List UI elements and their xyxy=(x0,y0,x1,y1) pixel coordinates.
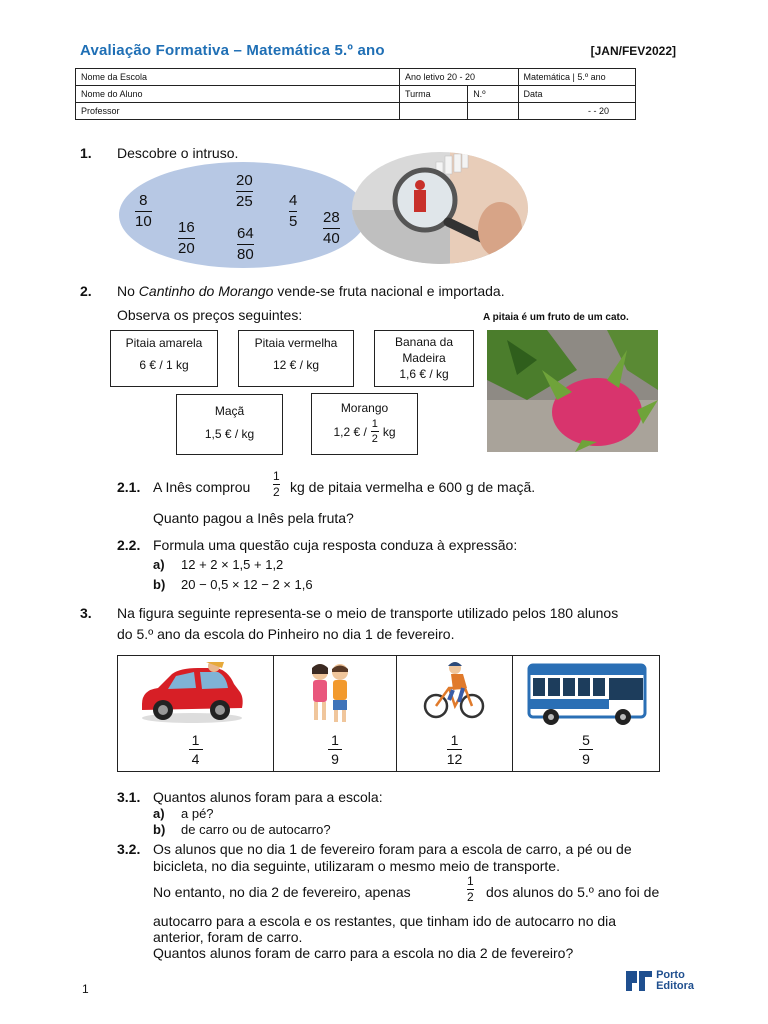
transport-cell-car xyxy=(118,656,274,772)
bus-fraction: $\frac{5}{9}$ xyxy=(579,732,593,767)
question-2-2-number: 2.2. xyxy=(117,537,141,553)
page-number: 1 xyxy=(82,982,89,996)
price-box-apple: Maçã 1,5 € / kg xyxy=(176,394,283,455)
question-3-2-line-6: Quantos alunos foram de carro para a escola no dia 2 de fevereiro? xyxy=(153,945,574,961)
question-3-line-1: Na figura seguinte representa-se o meio de transporte utilizado pelos 180 alunos xyxy=(117,605,619,621)
option-b-label: b) xyxy=(153,822,166,837)
fraction-half: 1 2 xyxy=(273,469,280,499)
bike-fraction: $\frac{1}{12}$ xyxy=(446,732,463,767)
date-tag: [JAN/FEV2022] xyxy=(590,44,676,58)
fraction-16-20: 16 20 xyxy=(178,219,195,257)
question-3-line-2: do 5.º ano da escola do Pinheiro no dia 1 de fevereiro. xyxy=(117,626,455,642)
page-title: Avaliação Formativa – Matemática 5.º ano xyxy=(80,42,385,59)
fraction-half: 1 2 xyxy=(371,418,378,445)
price-box-strawberry: Morango 1,2 € / 1 2 kg xyxy=(311,393,418,455)
walking-children-icon xyxy=(306,660,354,726)
fraction-8-10: 8 10 xyxy=(135,192,152,230)
empty-cell xyxy=(468,103,518,120)
question-3-2-line-5: anterior, foram de carro. xyxy=(153,929,303,945)
porto-editora-logo-icon xyxy=(626,971,652,991)
pitaya-caption: A pitaia é um fruto de um cato. xyxy=(483,312,629,323)
question-3-2-line-3b: dos alunos do 5.º ano foi de xyxy=(486,884,660,900)
transport-cell-walk xyxy=(274,656,397,772)
fraction-4-5: 4 5 xyxy=(289,192,298,230)
school-name-cell[interactable]: Nome da Escola xyxy=(76,69,400,86)
pitaya-photo xyxy=(487,330,658,452)
question-3-2-line-3a: No entanto, no dia 2 de fevereiro, apenas xyxy=(153,884,411,900)
question-3-2-line-1: Os alunos que no dia 1 de fevereiro foram para a escola de carro, a pé ou de xyxy=(153,841,632,857)
subject-cell: Matemática | 5.º ano xyxy=(518,69,636,86)
question-2-1-text-c: Quanto pagou a Inês pela fruta? xyxy=(153,510,354,526)
option-a-label: a) xyxy=(153,557,165,572)
bus-icon xyxy=(525,659,651,729)
student-name-cell[interactable]: Nome do Aluno xyxy=(76,86,400,103)
date-value-cell[interactable]: - - 20 xyxy=(518,103,636,120)
question-3-2-number: 3.2. xyxy=(117,841,141,857)
question-2-1-number: 2.1. xyxy=(117,479,141,495)
walk-fraction: $\frac{1}{9}$ xyxy=(328,732,342,767)
question-2-1-text-a: A Inês comprou xyxy=(153,479,251,495)
question-1-number: 1. xyxy=(80,145,92,161)
date-label-cell[interactable]: Data xyxy=(518,86,636,103)
question-2-2-text: Formula uma questão cuja resposta conduza à expressão: xyxy=(153,537,518,553)
bicycle-icon xyxy=(423,660,485,720)
empty-cell xyxy=(400,103,468,120)
price-box-red-pitaya: Pitaia vermelha 12 € / kg xyxy=(238,330,354,387)
question-2-number: 2. xyxy=(80,283,92,299)
class-cell[interactable]: Turma xyxy=(400,86,468,103)
question-1-text: Descobre o intruso. xyxy=(117,145,239,161)
car-fraction: $\frac{1}{4}$ xyxy=(189,732,203,767)
expression-b: 20 − 0,5 × 12 − 2 × 1,6 xyxy=(181,577,313,592)
option-b-text: de carro ou de autocarro? xyxy=(181,822,331,837)
question-3-2-line-2: bicicleta, no dia seguinte, utilizaram o mesmo meio de transporte. xyxy=(153,858,560,874)
expression-a: 12 + 2 × 1,5 + 1,2 xyxy=(181,557,284,572)
car-icon xyxy=(136,662,248,724)
question-2-text: No Cantinho do Morango vende-se fruta nacional e importada. xyxy=(117,283,505,299)
publisher-logo xyxy=(626,970,694,992)
fraction-half: 1 2 xyxy=(467,874,474,904)
student-number-cell[interactable]: N.º xyxy=(468,86,518,103)
option-b-label: b) xyxy=(153,577,166,592)
option-a-text: a pé? xyxy=(181,806,214,821)
fraction-20-25: 20 25 xyxy=(236,172,253,210)
question-3-1-number: 3.1. xyxy=(117,789,141,805)
question-3-number: 3. xyxy=(80,605,92,621)
price-box-yellow-pitaya: Pitaia amarela 6 € / 1 kg xyxy=(110,330,218,387)
school-year-cell[interactable]: Ano letivo 20 - 20 xyxy=(400,69,519,86)
option-a-label: a) xyxy=(153,806,165,821)
fraction-28-40: 28 40 xyxy=(323,209,340,247)
publisher-name: Porto Editora xyxy=(656,969,694,992)
question-2-text-2: Observa os preços seguintes: xyxy=(117,307,303,323)
question-3-2-line-4: autocarro para a escola e os restantes, que tinham ido de autocarro no dia xyxy=(153,913,617,929)
fraction-64-80: 64 80 xyxy=(237,225,254,263)
teacher-cell[interactable]: Professor xyxy=(76,103,400,120)
question-2-1-text-b: kg de pitaia vermelha e 600 g de maçã. xyxy=(290,479,536,495)
transport-cell-bus xyxy=(513,656,660,772)
magnifying-glass-image xyxy=(350,150,535,265)
student-info-table xyxy=(75,68,636,120)
question-3-1-text: Quantos alunos foram para a escola: xyxy=(153,789,383,805)
transport-cell-bike xyxy=(397,656,513,772)
transport-table xyxy=(117,655,660,772)
price-box-banana: Banana da Madeira 1,6 € / kg xyxy=(374,330,474,387)
